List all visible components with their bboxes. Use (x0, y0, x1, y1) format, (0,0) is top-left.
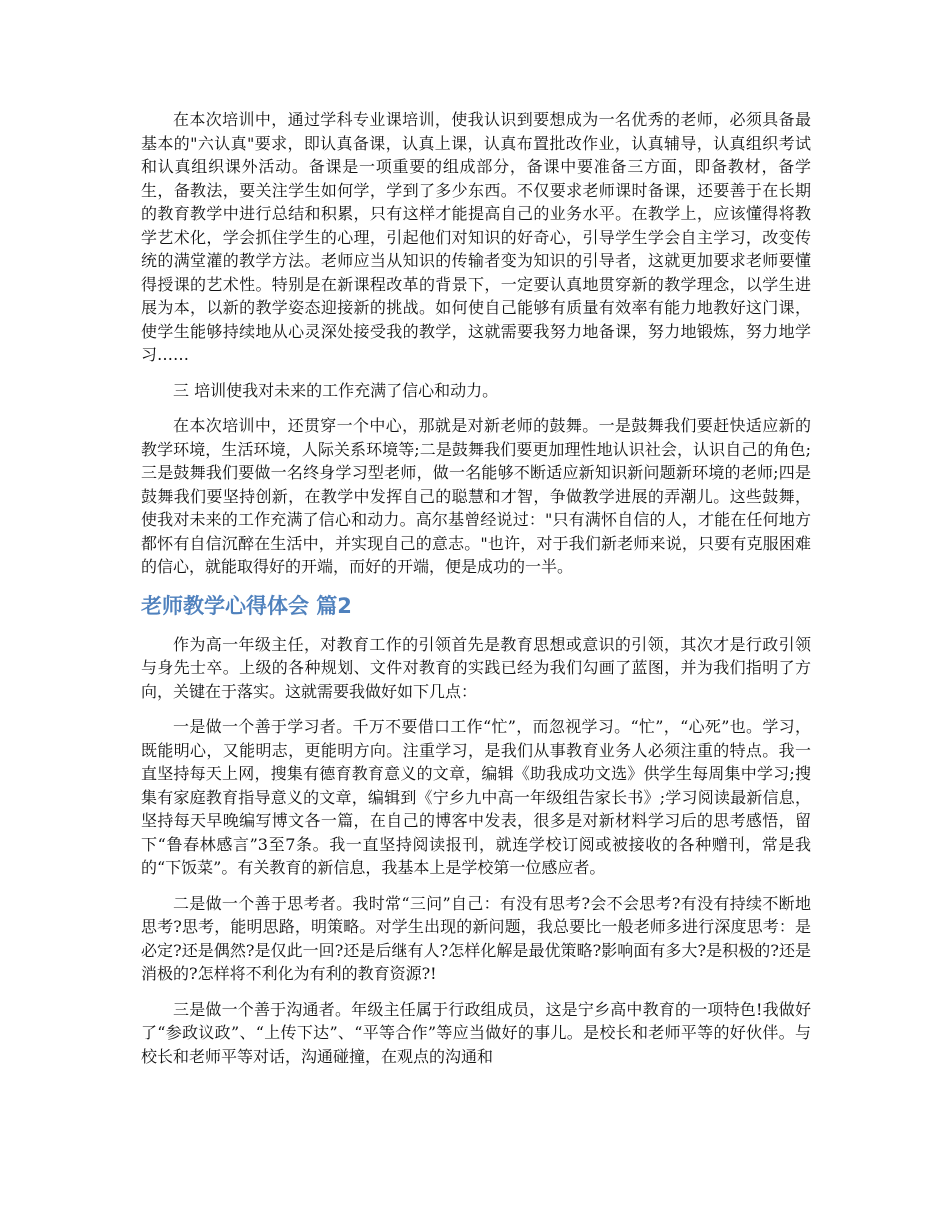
section-heading: 老师教学心得体会 篇2 (141, 593, 352, 618)
paragraph-encouragement: 在本次培训中，还贯穿一个中心，那就是对新老师的鼓舞。一是鼓舞我们要赶快适应新的教学环境，生活环境，人际关系环境等;二是鼓舞我们要更加理性地认识社会，认识自己的角色;三是鼓舞我们要做一名终身学习型老师，做一名能够不断适应新知识新问题新环境的老师;四是鼓舞我们要坚持创新，在教学中发挥自己的聪慧和才智，争做教学进展的弄潮儿。这些鼓舞，使我对未来的工作充满了信心和动力。高尔基曾经说过："只有满怀自信的人，才能在任何地方都怀有自信沉醉在生活中，并实现自己的意志。"也许，对于我们新老师来说，只要有克服困难的信心，就能取得好的开端，而好的开端，便是成功的一半。 (141, 416, 811, 576)
paragraph-section-three-title: 三 培训使我对未来的工作充满了信心和动力。 (173, 380, 499, 400)
paragraph-communicator: 三是做一个善于沟通者。年级主任属于行政组成员，这是宁乡高中教育的一项特色!我做好了“参政议政”、“上传下达”、“平等合作”等应当做好的事儿。是校长和老师平等的好伙伴。与校长和老师平等对话，沟通碰撞，在观点的沟通和 (141, 999, 811, 1066)
document-page (141, 108, 811, 1080)
paragraph-learner: 一是做一个善于学习者。千万不要借口工作“忙”，而忽视学习。“忙”，“心死”也。学习，既能明心，又能明志，更能明方向。注重学习，是我们从事教育业务人必须注重的特点。我一直坚持每天上网，搜集有德育教育意义的文章，编辑《助我成功文选》供学生每周集中学习;搜集有家庭教育指导意义的文章，编辑到《宁乡九中高一年级组告家长书》;学习阅读最新信息，坚持每天早晚编写博文各一篇，在自己的博客中发表，很多是对新材料学习后的思考感悟，留下“鲁春林感言”3至7条。我一直坚持阅读报刊，就连学校订阅或被接收的各种赠刊，常是我的“下饭菜”。有关教育的新信息，我基本上是学校第一位感应者。 (141, 717, 811, 877)
paragraph-preparation: 在本次培训中，通过学科专业课培训，使我认识到要想成为一名优秀的老师，必须具备最基本的"六认真"要求，即认真备课，认真上课，认真布置批改作业，认真辅导，认真组织考试和认真组织课外活动。备课是一项重要的组成部分，备课中要准备三方面，即备教材，备学生，备教法，要关注学生如何学，学到了多少东西。不仅要求老师课时备课，还要善于在长期的教育教学中进行总结和积累，只有这样才能提高自己的业务水平。在教学上，应该懂得将教学艺术化，学会抓住学生的心理，引起他们对知识的好奇心，引导学生学会自主学习，改变传统的满堂灌的教学方法。老师应当从知识的传输者变为知识的引导者，这就更加要求老师要懂得授课的艺术性。特别是在新课程改革的背景下，一定要认真地贯穿新的教学理念，以学生进展为本，以新的教学姿态迎接新的挑战。如何使自己能够有质量有效率有能力地教好这门课，使学生能够持续地从心灵深处接受我的教学，这就需要我努力地备课，努力地锻炼，努力地学习…… (141, 110, 811, 364)
paragraph-intro: 作为高一年级主任，对教育工作的引领首先是教育思想或意识的引领，其次才是行政引领与身先士卒。上级的各种规划、文件对教育的实践已经为我们勾画了蓝图，并为我们指明了方向，关键在于落实。这就需要我做好如下几点： (141, 634, 811, 701)
paragraph-thinker: 二是做一个善于思考者。我时常“三问”自己：有没有思考?会不会思考?有没有持续不断地思考?思考，能明思路，明策略。对学生出现的新问题，我总要比一般老师多进行深度思考：是必定?还是偶然?是仅此一回?还是后继有人?怎样化解是最优策略?影响面有多大?是积极的?还是消极的?怎样将不利化为有利的教育资源?! (141, 893, 811, 983)
